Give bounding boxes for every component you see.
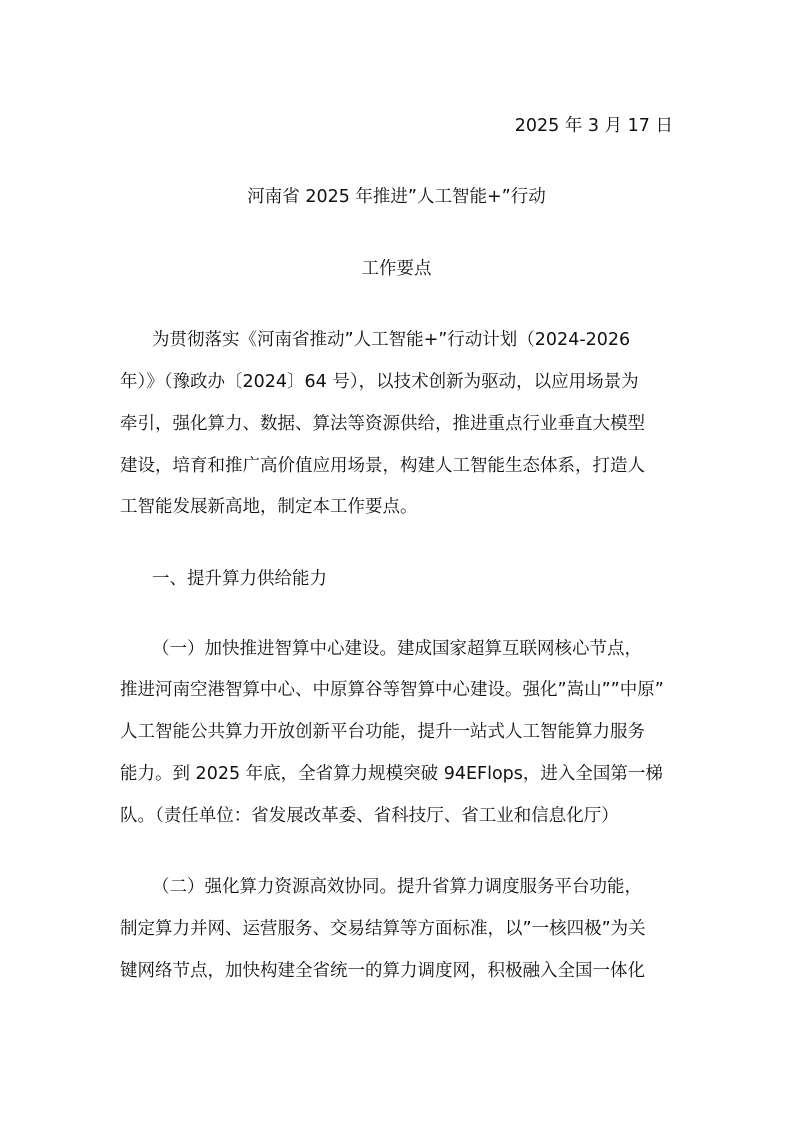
item-2-line: 键网络节点，加快构建全省统一的算力调度网，积极融入全国一体化 xyxy=(120,961,645,981)
intro-paragraph-line: 为贯彻落实《河南省推动”人工智能+”行动计划（2024-2026 xyxy=(152,330,631,350)
document-title-line-2: 工作要点 xyxy=(361,259,432,279)
intro-paragraph-line: 建设，培育和推广高价值应用场景，构建人工智能生态体系，打造人 xyxy=(120,456,645,476)
item-1-line: 能力。到 2025 年底，全省算力规模突破 94EFlops，进入全国第一梯 xyxy=(120,764,663,784)
intro-paragraph-line: 牵引，强化算力、数据、算法等资源供给，推进重点行业垂直大模型 xyxy=(120,414,645,434)
item-1-line: 推进河南空港智算中心、中原算谷等智算中心建设。强化”嵩山””中原” xyxy=(120,680,664,700)
item-1-line: （一）加快推进智算中心建设。建成国家超算互联网核心节点， xyxy=(152,639,642,659)
section-heading: 一、提升算力供给能力 xyxy=(152,569,327,589)
document-date: 2025 年 3 月 17 日 xyxy=(514,116,673,136)
item-2-line: （二）强化算力资源高效协同。提升省算力调度服务平台功能， xyxy=(152,877,642,897)
item-1-line: 队。（责任单位：省发展改革委、省科技厅、省工业和信息化厅） xyxy=(120,806,619,826)
intro-paragraph-line: 年）》（豫政办〔2024〕64 号），以技术创新为驱动，以应用场景为 xyxy=(120,372,639,392)
item-1-line: 人工智能公共算力开放创新平台功能，提升一站式人工智能算力服务 xyxy=(120,722,645,742)
item-2-line: 制定算力并网、运营服务、交易结算等方面标准，以”一核四极”为关 xyxy=(120,919,646,939)
document-title-line-1: 河南省 2025 年推进”人工智能+”行动 xyxy=(247,187,546,207)
intro-paragraph-line: 工智能发展新高地，制定本工作要点。 xyxy=(120,497,418,517)
